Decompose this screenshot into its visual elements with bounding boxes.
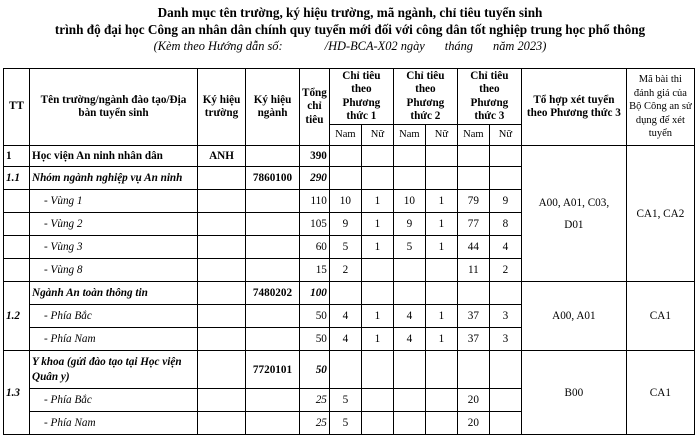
row-major-code: 7860100 bbox=[246, 167, 300, 190]
row-name: - Vùng 3 bbox=[30, 236, 198, 259]
header-m3-female: Nữ bbox=[489, 125, 521, 146]
row-major-code: 7480202 bbox=[246, 282, 300, 305]
row-exam-code: CA1 bbox=[626, 282, 694, 351]
row-tt: 1.1 bbox=[4, 167, 30, 190]
cell-m3-male: 20 bbox=[457, 412, 489, 435]
cell-m2-female: 1 bbox=[425, 213, 457, 236]
row-school-code: ANH bbox=[198, 146, 246, 167]
table-row bbox=[4, 146, 695, 167]
quota-table bbox=[3, 68, 695, 435]
cell-m3-male: 79 bbox=[457, 190, 489, 213]
row-exam-code: CA1 bbox=[626, 351, 694, 435]
cell-m3-male: 11 bbox=[457, 259, 489, 282]
cell-m1-female: 1 bbox=[361, 328, 393, 351]
header-m1-male: Nam bbox=[329, 125, 361, 146]
row-tt: 1 bbox=[4, 146, 30, 167]
cell-m3-female: 8 bbox=[489, 213, 521, 236]
header-m2-male: Nam bbox=[393, 125, 425, 146]
row-total: 105 bbox=[300, 213, 330, 236]
cell-m1-male: 9 bbox=[329, 213, 361, 236]
cell-m3-male: 77 bbox=[457, 213, 489, 236]
row-tt: 1.3 bbox=[4, 351, 30, 435]
header-m3-male: Nam bbox=[457, 125, 489, 146]
cell-m2-female: 1 bbox=[425, 190, 457, 213]
row-tt: 1.2 bbox=[4, 282, 30, 351]
row-total: 110 bbox=[300, 190, 330, 213]
cell-m3-female: 9 bbox=[489, 190, 521, 213]
row-total: 50 bbox=[300, 328, 330, 351]
cell-m2-male: 4 bbox=[393, 328, 425, 351]
header-combo: Tổ hợp xét tuyển theo Phương thức 3 bbox=[521, 69, 626, 146]
row-name: - Phía Bắc bbox=[30, 389, 198, 412]
row-name: - Vùng 1 bbox=[30, 190, 198, 213]
cell-m3-female: 2 bbox=[489, 259, 521, 282]
cell-m3-male: 37 bbox=[457, 305, 489, 328]
subtitle-part-4: năm 2023) bbox=[493, 39, 547, 53]
row-combo bbox=[521, 146, 626, 282]
cell-m3-female: 3 bbox=[489, 328, 521, 351]
row-name: - Phía Nam bbox=[30, 412, 198, 435]
header-total: Tổng chỉ tiêu bbox=[300, 69, 330, 146]
cell-m1-male: 5 bbox=[329, 389, 361, 412]
cell-m2-male: 4 bbox=[393, 305, 425, 328]
row-combo: B00 bbox=[521, 351, 626, 435]
header-method-3: Chỉ tiêu theo Phương thức 3 bbox=[457, 69, 521, 125]
row-name: - Vùng 8 bbox=[30, 259, 198, 282]
header-exam-code: Mã bài thi đánh giá của Bộ Công an sử dụng để xét tuyển bbox=[626, 69, 694, 146]
row-name: - Vùng 2 bbox=[30, 213, 198, 236]
row-name: Y khoa (gửi đào tạo tại Học viện Quân y) bbox=[30, 351, 198, 389]
table-row bbox=[4, 351, 695, 389]
row-major-code: 7720101 bbox=[246, 351, 300, 389]
row-name: Học viện An ninh nhân dân bbox=[30, 146, 198, 167]
row-name: Ngành An toàn thông tin bbox=[30, 282, 198, 305]
row-total: 15 bbox=[300, 259, 330, 282]
document-header bbox=[0, 0, 700, 54]
cell-m1-male: 2 bbox=[329, 259, 361, 282]
cell-m1-male: 10 bbox=[329, 190, 361, 213]
cell-m1-female: 1 bbox=[361, 190, 393, 213]
row-combo: A00, A01 bbox=[521, 282, 626, 351]
subtitle-part-1: (Kèm theo Hướng dẫn số: bbox=[153, 39, 283, 53]
header-m1-female: Nữ bbox=[361, 125, 393, 146]
cell-m2-female: 1 bbox=[425, 305, 457, 328]
cell-m3-male: 37 bbox=[457, 328, 489, 351]
title-line-1: Danh mục tên trường, ký hiệu trường, mã ngành, chỉ tiêu tuyển sinh bbox=[157, 5, 543, 20]
cell-m2-male: 9 bbox=[393, 213, 425, 236]
header-row bbox=[4, 69, 695, 125]
cell-m3-male: 44 bbox=[457, 236, 489, 259]
cell-m3-female: 3 bbox=[489, 305, 521, 328]
table-row bbox=[4, 282, 695, 305]
header-m2-female: Nữ bbox=[425, 125, 457, 146]
header-method-2: Chỉ tiêu theo Phương thức 2 bbox=[393, 69, 457, 125]
cell-m3-male: 20 bbox=[457, 389, 489, 412]
cell-m3-female: 4 bbox=[489, 236, 521, 259]
combo-line-2: D01 bbox=[564, 218, 584, 231]
row-total: 60 bbox=[300, 236, 330, 259]
cell-m1-male: 5 bbox=[329, 412, 361, 435]
cell-m1-male: 4 bbox=[329, 328, 361, 351]
row-major-code bbox=[246, 146, 300, 167]
title-line-2: trình độ đại học Công an nhân dân chính quy tuyển mới đối với công dân tốt nghiệp trung học phổ thông bbox=[54, 22, 646, 37]
subtitle-line bbox=[0, 38, 700, 54]
header-name: Tên trường/ngành đào tạo/Địa bàn tuyển sinh bbox=[30, 69, 198, 146]
cell-m1-male: 5 bbox=[329, 236, 361, 259]
row-name: - Phía Nam bbox=[30, 328, 198, 351]
row-total: 50 bbox=[300, 305, 330, 328]
row-exam-code: CA1, CA2 bbox=[626, 146, 694, 282]
row-total: 100 bbox=[300, 282, 330, 305]
row-total: 25 bbox=[300, 389, 330, 412]
row-total: 290 bbox=[300, 167, 330, 190]
row-total: 50 bbox=[300, 351, 330, 389]
row-name: Nhóm ngành nghiệp vụ An ninh bbox=[30, 167, 198, 190]
subtitle-part-3: tháng bbox=[444, 39, 474, 53]
cell-m1-female: 1 bbox=[361, 213, 393, 236]
combo-line-1: A00, A01, C03, bbox=[538, 196, 610, 209]
header-school-code: Ký hiệu trường bbox=[198, 69, 246, 146]
header-method-1: Chỉ tiêu theo Phương thức 1 bbox=[329, 69, 393, 125]
cell-m1-male: 4 bbox=[329, 305, 361, 328]
row-name: - Phía Bắc bbox=[30, 305, 198, 328]
cell-m2-female: 1 bbox=[425, 328, 457, 351]
subtitle-part-2: /HD-BCA-X02 ngày bbox=[324, 39, 425, 53]
row-total: 25 bbox=[300, 412, 330, 435]
cell-m2-male: 10 bbox=[393, 190, 425, 213]
header-tt: TT bbox=[4, 69, 30, 146]
cell-m1-female: 1 bbox=[361, 305, 393, 328]
header-major-code: Ký hiệu ngành bbox=[246, 69, 300, 146]
cell-m1-female: 1 bbox=[361, 236, 393, 259]
row-total: 390 bbox=[300, 146, 330, 167]
cell-m2-male: 5 bbox=[393, 236, 425, 259]
cell-m2-female: 1 bbox=[425, 236, 457, 259]
